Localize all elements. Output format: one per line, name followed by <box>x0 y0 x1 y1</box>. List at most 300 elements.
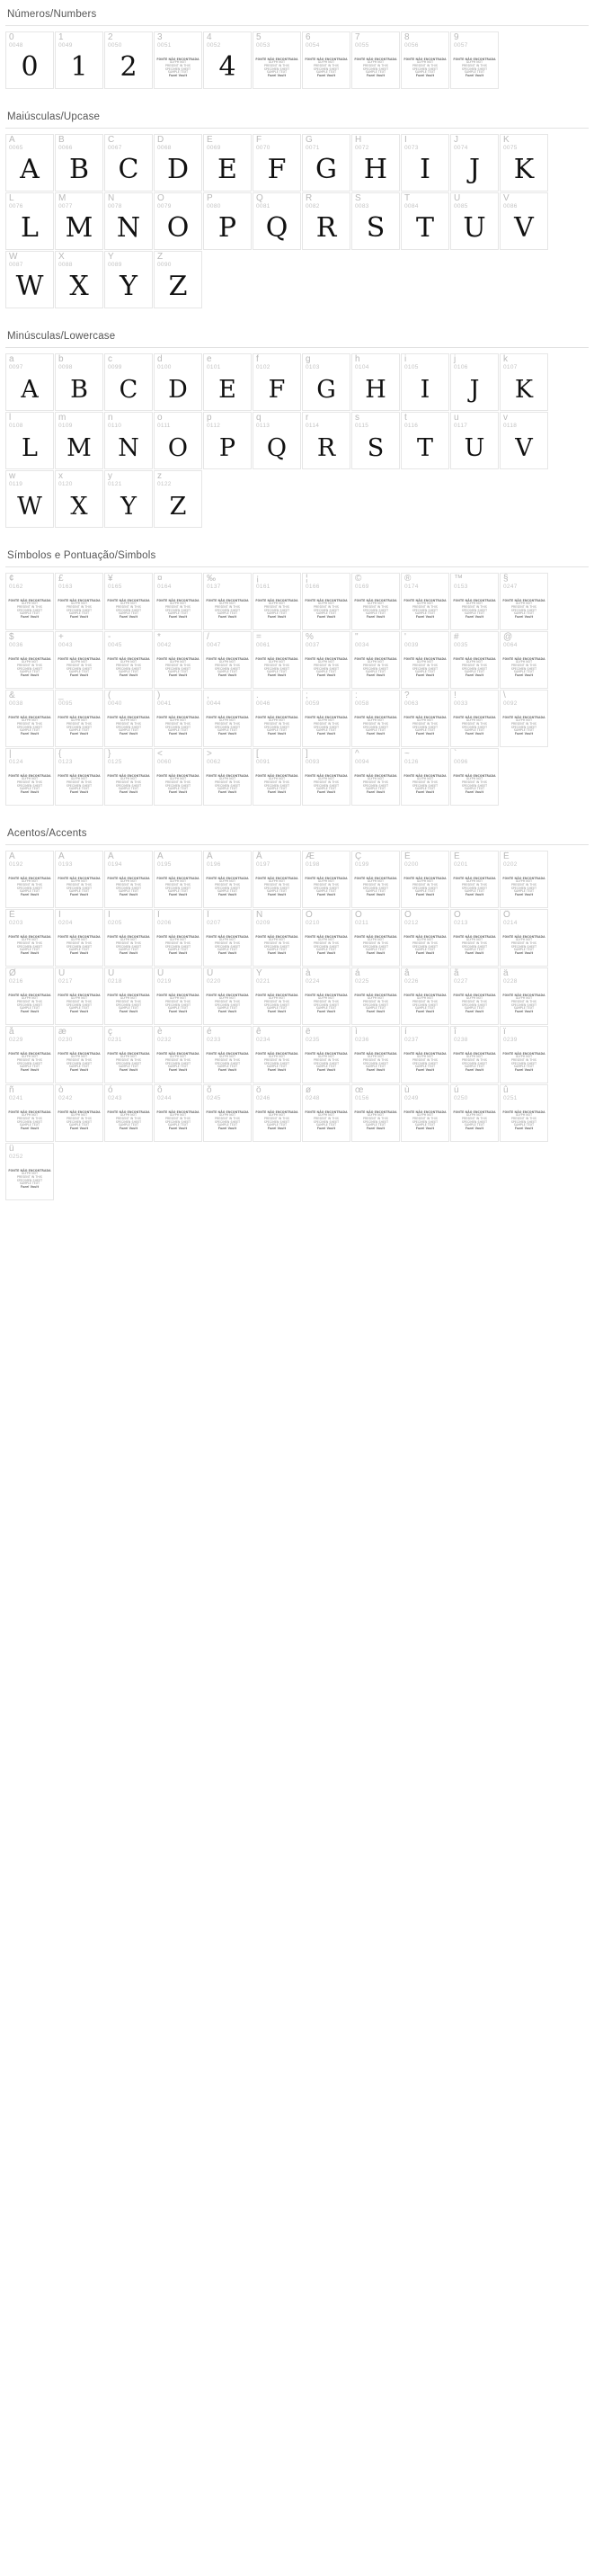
glyph-missing-line: Fuzel Vault <box>267 1009 287 1013</box>
glyph-code-label: 0199 <box>355 861 369 868</box>
glyph-missing-line: PRESENT IN THIS <box>412 780 438 784</box>
glyph-cell[interactable] <box>500 573 548 630</box>
glyph-cell[interactable] <box>401 353 449 411</box>
glyph-cell[interactable] <box>302 1084 350 1142</box>
glyph-missing-line: PRESENT IN THIS <box>215 940 240 945</box>
section-spacer <box>5 90 589 103</box>
glyph-cell[interactable] <box>154 1026 202 1083</box>
glyph-cell[interactable] <box>154 909 202 967</box>
glyph-character-label: Ü <box>207 968 214 978</box>
glyph-cell[interactable] <box>104 134 153 192</box>
glyph-missing-line: FONTE NÃO ENCONTRADA <box>305 934 348 939</box>
glyph-cell[interactable] <box>450 192 499 250</box>
glyph-cell[interactable] <box>253 353 301 411</box>
glyph-cell[interactable] <box>401 573 449 630</box>
glyph-cell[interactable] <box>55 134 103 192</box>
glyph-missing-notice <box>158 709 198 744</box>
glyph-cell[interactable] <box>203 1084 252 1142</box>
glyph-cell[interactable] <box>450 748 499 806</box>
glyph-cell[interactable] <box>104 748 153 806</box>
glyph-missing-line: GLYPH NOT <box>70 938 88 942</box>
glyph-cell[interactable] <box>203 851 252 908</box>
glyph-character-label: Ä <box>207 851 213 861</box>
glyph-cell[interactable] <box>500 1084 548 1142</box>
glyph-missing-line: Fuzel Vault <box>267 73 287 77</box>
glyph-missing-notice <box>257 1045 297 1080</box>
glyph-missing-line: GLYPH NOT <box>169 718 187 723</box>
glyph-missing-line: GLYPH NOT <box>21 718 39 723</box>
glyph-missing-line: SPECIMEN SHEET <box>313 944 340 949</box>
glyph-cell[interactable] <box>104 470 153 528</box>
glyph-missing-line: SAMPLE TEXT <box>464 70 485 75</box>
glyph-cell[interactable] <box>302 851 350 908</box>
glyph-cell[interactable] <box>500 134 548 192</box>
glyph-cell[interactable] <box>154 851 202 908</box>
glyph-missing-line: GLYPH NOT <box>268 938 286 942</box>
glyph-cell[interactable] <box>351 573 400 630</box>
glyph-code-label: 0033 <box>454 700 468 707</box>
glyph-cell[interactable] <box>401 1026 449 1083</box>
glyph-cell[interactable] <box>104 31 153 89</box>
glyph-missing-line: GLYPH NOT <box>367 60 385 65</box>
glyph-cell[interactable] <box>104 353 153 411</box>
glyph-code-label: 0194 <box>108 861 122 868</box>
glyph-character-label: u <box>454 413 459 423</box>
glyph-cell[interactable] <box>253 412 301 469</box>
glyph-code-label: 0210 <box>306 920 320 926</box>
glyph-cell[interactable] <box>104 631 153 689</box>
glyph-code-label: 0049 <box>58 42 73 49</box>
glyph-missing-line: FONTE NÃO ENCONTRADA <box>8 934 51 939</box>
glyph-grid <box>5 851 589 1201</box>
glyph-missing-line: FONTE NÃO ENCONTRADA <box>403 1110 447 1114</box>
glyph-cell[interactable] <box>351 1026 400 1083</box>
glyph-cell[interactable] <box>154 631 202 689</box>
glyph-cell[interactable] <box>5 134 54 192</box>
glyph-cell[interactable] <box>154 412 202 469</box>
glyph-cell[interactable] <box>5 192 54 250</box>
glyph-cell[interactable] <box>55 353 103 411</box>
glyph-missing-line: SPECIMEN SHEET <box>412 725 439 729</box>
glyph-missing-line: Fuzel Vault <box>168 731 188 735</box>
glyph-cell[interactable] <box>154 470 202 528</box>
glyph-cell[interactable] <box>203 134 252 192</box>
glyph-code-label: 0166 <box>306 584 320 590</box>
glyph-code-label: 0089 <box>108 262 122 268</box>
glyph-cell[interactable] <box>351 192 400 250</box>
glyph-missing-notice <box>59 1045 99 1080</box>
glyph-character-label: K <box>503 135 510 145</box>
glyph-cell[interactable] <box>203 412 252 469</box>
glyph-missing-line: SPECIMEN SHEET <box>263 1119 290 1124</box>
glyph-cell[interactable] <box>203 967 252 1025</box>
glyph-missing-line: Fuzel Vault <box>267 614 287 619</box>
glyph-missing-line: Fuzel Vault <box>168 614 188 619</box>
glyph-section <box>5 819 589 1214</box>
glyph-cell[interactable] <box>203 192 252 250</box>
glyph-cell[interactable] <box>55 690 103 747</box>
glyph-cell[interactable] <box>104 573 153 630</box>
glyph-cell[interactable] <box>253 967 301 1025</box>
glyph-code-label: 0046 <box>256 700 270 707</box>
glyph-missing-line: SAMPLE TEXT <box>118 889 139 894</box>
glyph-missing-line: FONTE NÃO ENCONTRADA <box>156 656 199 661</box>
glyph-missing-line: SPECIMEN SHEET <box>510 725 537 729</box>
glyph-cell[interactable] <box>203 690 252 747</box>
glyph-missing-line: GLYPH NOT <box>218 996 236 1001</box>
glyph-cell[interactable] <box>450 412 499 469</box>
glyph-cell[interactable] <box>302 573 350 630</box>
glyph-missing-line: Fuzel Vault <box>168 1126 188 1130</box>
glyph-cell[interactable] <box>351 134 400 192</box>
glyph-cell[interactable] <box>351 631 400 689</box>
glyph-cell[interactable] <box>154 31 202 89</box>
glyph-character-label: q <box>256 413 262 423</box>
glyph-missing-line: SPECIMEN SHEET <box>214 783 241 788</box>
glyph-missing-line: GLYPH NOT <box>21 602 39 606</box>
glyph-code-label: 0162 <box>9 584 23 590</box>
glyph-missing-line: PRESENT IN THIS <box>412 721 438 726</box>
glyph-cell[interactable] <box>302 192 350 250</box>
glyph-missing-notice <box>10 869 49 905</box>
glyph-cell[interactable] <box>351 1084 400 1142</box>
glyph-cell[interactable] <box>55 1026 103 1083</box>
glyph-cell[interactable] <box>55 967 103 1025</box>
glyph-missing-line: FONTE NÃO ENCONTRADA <box>453 598 496 602</box>
glyph-missing-line: PRESENT IN THIS <box>314 63 339 67</box>
glyph-missing-line: Fuzel Vault <box>366 1067 386 1072</box>
glyph-cell[interactable] <box>500 690 548 747</box>
glyph-cell[interactable] <box>450 690 499 747</box>
glyph-cell[interactable] <box>302 909 350 967</box>
glyph-character-label: Õ <box>454 910 461 920</box>
glyph-code-label: 0102 <box>256 364 270 370</box>
glyph-cell[interactable] <box>5 631 54 689</box>
glyph-cell[interactable] <box>104 192 153 250</box>
glyph-missing-notice <box>455 592 494 627</box>
glyph-cell[interactable] <box>302 412 350 469</box>
glyph-cell[interactable] <box>450 1026 499 1083</box>
glyph-cell[interactable] <box>302 31 350 89</box>
glyph-cell[interactable] <box>450 631 499 689</box>
glyph-missing-line: PRESENT IN THIS <box>17 999 42 1003</box>
glyph-cell[interactable] <box>253 851 301 908</box>
glyph-code-label: 0107 <box>503 364 518 370</box>
glyph-cell[interactable] <box>401 851 449 908</box>
glyph-code-label: 0074 <box>454 145 468 151</box>
glyph-cell[interactable] <box>203 748 252 806</box>
glyph-cell[interactable] <box>450 909 499 967</box>
glyph-code-label: 0093 <box>306 759 320 765</box>
glyph-missing-notice <box>356 709 395 744</box>
glyph-missing-line: SPECIMEN SHEET <box>164 725 191 729</box>
glyph-code-label: 0043 <box>58 642 73 648</box>
glyph-missing-line: Fuzel Vault <box>168 1067 188 1072</box>
glyph-missing-notice <box>306 986 346 1021</box>
glyph-cell[interactable] <box>401 31 449 89</box>
glyph-missing-line: Fuzel Vault <box>119 731 138 735</box>
glyph-cell[interactable] <box>55 1084 103 1142</box>
glyph-cell[interactable] <box>351 851 400 908</box>
glyph-missing-notice <box>109 986 148 1021</box>
glyph-cell[interactable] <box>55 748 103 806</box>
glyph-missing-line: PRESENT IN THIS <box>363 1057 388 1062</box>
glyph-code-label: 0055 <box>355 42 369 49</box>
glyph-cell[interactable] <box>351 412 400 469</box>
glyph-render: 1 <box>70 51 88 83</box>
glyph-cell[interactable] <box>55 909 103 967</box>
glyph-code-label: 0039 <box>404 642 419 648</box>
glyph-cell[interactable] <box>5 851 54 908</box>
glyph-cell[interactable] <box>104 851 153 908</box>
glyph-code-label: 0121 <box>108 481 122 487</box>
glyph-missing-line: Fuzel Vault <box>217 789 237 794</box>
glyph-cell[interactable] <box>104 1084 153 1142</box>
glyph-cell[interactable] <box>302 353 350 411</box>
glyph-cell[interactable] <box>104 690 153 747</box>
glyph-render: U <box>463 212 486 244</box>
glyph-missing-line: GLYPH NOT <box>416 602 434 606</box>
glyph-render: A <box>20 154 40 185</box>
glyph-cell[interactable] <box>253 690 301 747</box>
glyph-missing-line: PRESENT IN THIS <box>116 940 141 945</box>
glyph-missing-line: FONTE NÃO ENCONTRADA <box>354 1110 397 1114</box>
glyph-cell[interactable] <box>5 573 54 630</box>
glyph-cell[interactable] <box>450 31 499 89</box>
glyph-cell[interactable] <box>401 192 449 250</box>
glyph-missing-line: FONTE NÃO ENCONTRADA <box>255 656 298 661</box>
glyph-cell[interactable] <box>450 967 499 1025</box>
glyph-cell[interactable] <box>253 748 301 806</box>
glyph-cell[interactable] <box>203 573 252 630</box>
glyph-cell[interactable] <box>351 748 400 806</box>
glyph-character-label: Ø <box>9 968 16 978</box>
glyph-cell[interactable] <box>401 690 449 747</box>
glyph-missing-notice <box>59 650 99 685</box>
glyph-cell[interactable] <box>302 748 350 806</box>
glyph-cell[interactable] <box>253 134 301 192</box>
glyph-cell[interactable] <box>351 690 400 747</box>
glyph-cell[interactable] <box>5 909 54 967</box>
glyph-missing-line: Fuzel Vault <box>465 673 484 677</box>
glyph-cell[interactable] <box>55 851 103 908</box>
glyph-cell[interactable] <box>253 192 301 250</box>
glyph-missing-line: FONTE NÃO ENCONTRADA <box>403 773 447 778</box>
glyph-missing-notice <box>208 1103 247 1138</box>
glyph-missing-line: GLYPH NOT <box>21 660 39 664</box>
glyph-cell[interactable] <box>351 967 400 1025</box>
glyph-cell[interactable] <box>154 573 202 630</box>
glyph-cell[interactable] <box>5 690 54 747</box>
glyph-cell[interactable] <box>5 470 54 528</box>
glyph-missing-line: SPECIMEN SHEET <box>66 944 93 949</box>
glyph-cell[interactable] <box>154 967 202 1025</box>
glyph-code-label: 0202 <box>503 861 518 868</box>
glyph-cell[interactable] <box>450 353 499 411</box>
glyph-cell[interactable] <box>253 31 301 89</box>
glyph-cell[interactable] <box>401 748 449 806</box>
glyph-character-label: D <box>157 135 164 145</box>
glyph-code-label: 0073 <box>404 145 419 151</box>
glyph-character-label: í <box>404 1027 407 1037</box>
glyph-missing-line: GLYPH NOT <box>70 996 88 1001</box>
glyph-missing-line: SAMPLE TEXT <box>68 611 90 616</box>
glyph-cell[interactable] <box>154 748 202 806</box>
glyph-cell[interactable] <box>253 909 301 967</box>
glyph-cell[interactable] <box>55 573 103 630</box>
glyph-missing-line: PRESENT IN THIS <box>264 721 289 726</box>
glyph-cell[interactable] <box>55 251 103 308</box>
glyph-missing-line: Fuzel Vault <box>514 1009 534 1013</box>
glyph-missing-line: Fuzel Vault <box>316 73 336 77</box>
glyph-cell[interactable] <box>253 1026 301 1083</box>
glyph-cell[interactable] <box>351 909 400 967</box>
glyph-cell[interactable] <box>302 1026 350 1083</box>
glyph-cell[interactable] <box>302 631 350 689</box>
glyph-cell[interactable] <box>5 251 54 308</box>
glyph-cell[interactable] <box>500 967 548 1025</box>
glyph-character-label: | <box>9 749 12 759</box>
glyph-missing-line: SAMPLE TEXT <box>315 611 337 616</box>
glyph-code-label: 0251 <box>503 1095 518 1101</box>
glyph-cell[interactable] <box>55 470 103 528</box>
glyph-missing-line: PRESENT IN THIS <box>462 882 487 887</box>
glyph-cell[interactable] <box>5 31 54 89</box>
glyph-missing-line: GLYPH NOT <box>218 660 236 664</box>
glyph-cell[interactable] <box>401 909 449 967</box>
glyph-cell[interactable] <box>450 851 499 908</box>
glyph-cell[interactable] <box>253 573 301 630</box>
glyph-cell[interactable] <box>104 412 153 469</box>
glyph-missing-line: SPECIMEN SHEET <box>263 666 290 671</box>
glyph-code-label: 0036 <box>9 642 23 648</box>
glyph-code-label: 0192 <box>9 861 23 868</box>
glyph-cell[interactable] <box>500 353 548 411</box>
glyph-cell[interactable] <box>203 631 252 689</box>
glyph-cell[interactable] <box>55 192 103 250</box>
glyph-cell[interactable] <box>500 412 548 469</box>
glyph-cell[interactable] <box>401 1084 449 1142</box>
glyph-cell[interactable] <box>401 412 449 469</box>
glyph-cell[interactable] <box>154 690 202 747</box>
glyph-missing-line: SAMPLE TEXT <box>513 670 535 674</box>
glyph-missing-line: PRESENT IN THIS <box>314 721 339 726</box>
glyph-missing-line: GLYPH NOT <box>416 718 434 723</box>
glyph-cell[interactable] <box>5 1084 54 1142</box>
glyph-missing-notice <box>59 869 99 905</box>
glyph-cell[interactable] <box>55 412 103 469</box>
glyph-missing-line: SPECIMEN SHEET <box>313 886 340 890</box>
glyph-code-label: 0243 <box>108 1095 122 1101</box>
glyph-character-label: l <box>9 413 12 423</box>
glyph-cell[interactable] <box>55 631 103 689</box>
glyph-missing-line: SAMPLE TEXT <box>19 1065 40 1069</box>
glyph-cell[interactable] <box>5 1026 54 1083</box>
glyph-cell[interactable] <box>203 31 252 89</box>
glyph-cell[interactable] <box>203 909 252 967</box>
glyph-cell[interactable] <box>5 412 54 469</box>
glyph-cell[interactable] <box>55 31 103 89</box>
glyph-cell[interactable] <box>154 251 202 308</box>
glyph-cell[interactable] <box>302 690 350 747</box>
glyph-cell[interactable] <box>253 631 301 689</box>
glyph-missing-line: PRESENT IN THIS <box>264 882 289 887</box>
glyph-cell[interactable] <box>5 967 54 1025</box>
glyph-cell[interactable] <box>104 967 153 1025</box>
glyph-cell[interactable] <box>500 631 548 689</box>
glyph-cell[interactable] <box>104 909 153 967</box>
glyph-missing-line: FONTE NÃO ENCONTRADA <box>58 934 101 939</box>
glyph-character-label: i <box>404 354 407 364</box>
glyph-missing-line: PRESENT IN THIS <box>17 780 42 784</box>
glyph-code-label: 0213 <box>454 920 468 926</box>
glyph-character-label: R <box>306 193 313 203</box>
glyph-missing-notice <box>356 50 395 85</box>
glyph-code-label: 0244 <box>157 1095 172 1101</box>
glyph-cell[interactable] <box>401 967 449 1025</box>
glyph-cell[interactable] <box>154 192 202 250</box>
glyph-cell[interactable] <box>302 967 350 1025</box>
glyph-cell[interactable] <box>104 1026 153 1083</box>
glyph-cell[interactable] <box>154 353 202 411</box>
glyph-missing-line: FONTE NÃO ENCONTRADA <box>453 1051 496 1056</box>
glyph-cell[interactable] <box>203 353 252 411</box>
glyph-cell[interactable] <box>401 631 449 689</box>
glyph-cell[interactable] <box>5 353 54 411</box>
glyph-cell[interactable] <box>351 31 400 89</box>
glyph-render: 2 <box>120 51 137 83</box>
glyph-missing-line: Fuzel Vault <box>465 950 484 955</box>
glyph-render: N <box>116 212 141 244</box>
glyph-render: G <box>315 154 337 185</box>
glyph-cell[interactable] <box>5 1143 54 1200</box>
glyph-missing-line: PRESENT IN THIS <box>66 1057 92 1062</box>
glyph-missing-notice <box>158 986 198 1021</box>
glyph-cell[interactable] <box>154 134 202 192</box>
glyph-missing-line: SAMPLE TEXT <box>513 728 535 733</box>
glyph-cell[interactable] <box>500 851 548 908</box>
glyph-cell[interactable] <box>450 573 499 630</box>
glyph-cell[interactable] <box>104 251 153 308</box>
glyph-character-label: a <box>9 354 14 364</box>
glyph-character-label: ì <box>355 1027 358 1037</box>
glyph-missing-line: GLYPH NOT <box>120 660 137 664</box>
glyph-missing-notice <box>109 709 148 744</box>
glyph-code-label: 0220 <box>207 978 221 985</box>
glyph-cell[interactable] <box>351 353 400 411</box>
glyph-missing-notice <box>257 650 297 685</box>
glyph-cell[interactable] <box>450 1084 499 1142</box>
glyph-cell[interactable] <box>500 1026 548 1083</box>
glyph-cell[interactable] <box>203 1026 252 1083</box>
glyph-missing-line: SAMPLE TEXT <box>68 948 90 952</box>
glyph-missing-line: PRESENT IN THIS <box>511 940 536 945</box>
glyph-cell[interactable] <box>302 134 350 192</box>
glyph-missing-notice <box>306 928 346 963</box>
glyph-code-label: 0063 <box>404 700 419 707</box>
glyph-cell[interactable] <box>154 1084 202 1142</box>
glyph-cell[interactable] <box>5 748 54 806</box>
glyph-cell[interactable] <box>450 134 499 192</box>
glyph-character-label: _ <box>58 691 64 700</box>
glyph-missing-line: PRESENT IN THIS <box>314 1116 339 1120</box>
glyph-cell[interactable] <box>253 1084 301 1142</box>
glyph-cell[interactable] <box>500 192 548 250</box>
glyph-code-label: 0238 <box>454 1037 468 1043</box>
glyph-missing-line: Fuzel Vault <box>316 1009 336 1013</box>
glyph-cell[interactable] <box>401 134 449 192</box>
glyph-cell[interactable] <box>500 909 548 967</box>
